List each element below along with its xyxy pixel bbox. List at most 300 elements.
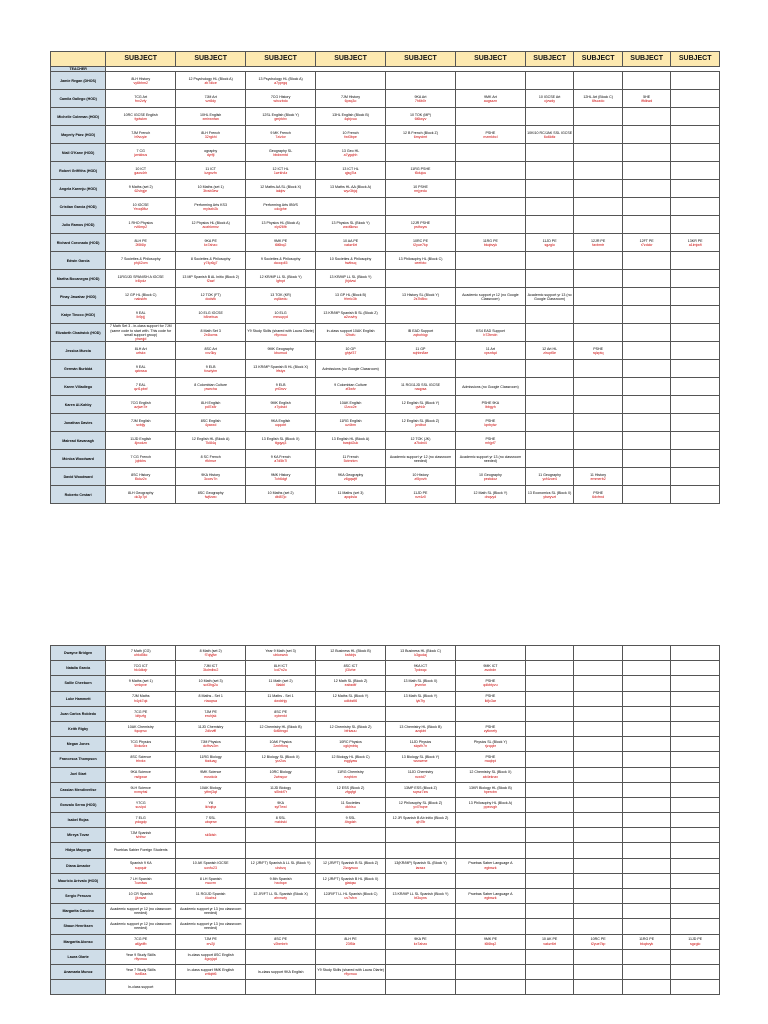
- class-cell[interactable]: [525, 252, 574, 270]
- class-cell[interactable]: [574, 797, 623, 812]
- class-cell[interactable]: [106, 721, 176, 736]
- class-cell[interactable]: [246, 904, 316, 919]
- class-cell[interactable]: [622, 661, 671, 676]
- class-cell[interactable]: [525, 414, 574, 432]
- class-cell[interactable]: [246, 288, 316, 306]
- class-cell[interactable]: [525, 162, 574, 180]
- class-cell[interactable]: [386, 126, 456, 144]
- class-cell[interactable]: [316, 691, 386, 706]
- class-cell[interactable]: [455, 414, 525, 432]
- class-cell[interactable]: [574, 432, 623, 450]
- class-cell[interactable]: [106, 949, 176, 964]
- class-cell[interactable]: [386, 108, 456, 126]
- class-cell[interactable]: [246, 234, 316, 252]
- class-cell[interactable]: [671, 126, 720, 144]
- class-cell[interactable]: [316, 324, 386, 342]
- class-cell[interactable]: [455, 721, 525, 736]
- class-cell[interactable]: [525, 234, 574, 252]
- class-cell[interactable]: [316, 360, 386, 378]
- class-cell[interactable]: [525, 691, 574, 706]
- class-cell[interactable]: [246, 378, 316, 396]
- class-cell[interactable]: [106, 828, 176, 843]
- class-cell[interactable]: [246, 964, 316, 979]
- class-cell[interactable]: [246, 767, 316, 782]
- class-cell[interactable]: [574, 72, 623, 90]
- class-cell[interactable]: [386, 828, 456, 843]
- class-cell[interactable]: [455, 949, 525, 964]
- class-cell[interactable]: [176, 108, 246, 126]
- class-cell[interactable]: [316, 767, 386, 782]
- class-cell[interactable]: [525, 288, 574, 306]
- class-cell[interactable]: [386, 378, 456, 396]
- class-cell[interactable]: [316, 180, 386, 198]
- class-cell[interactable]: [106, 919, 176, 934]
- class-cell[interactable]: [671, 252, 720, 270]
- class-cell[interactable]: [671, 342, 720, 360]
- class-cell[interactable]: [671, 873, 720, 888]
- class-cell[interactable]: [574, 342, 623, 360]
- class-cell[interactable]: [316, 904, 386, 919]
- class-cell[interactable]: [574, 904, 623, 919]
- class-cell[interactable]: [671, 813, 720, 828]
- class-cell[interactable]: [316, 782, 386, 797]
- class-cell[interactable]: [622, 767, 671, 782]
- class-cell[interactable]: [386, 342, 456, 360]
- class-cell[interactable]: [316, 72, 386, 90]
- class-cell[interactable]: [316, 873, 386, 888]
- class-cell[interactable]: [106, 468, 176, 486]
- class-cell[interactable]: [525, 90, 574, 108]
- class-cell[interactable]: [455, 691, 525, 706]
- class-cell[interactable]: [246, 934, 316, 949]
- class-cell[interactable]: [525, 486, 574, 504]
- class-cell[interactable]: [176, 72, 246, 90]
- class-cell[interactable]: [386, 486, 456, 504]
- class-cell[interactable]: [622, 486, 671, 504]
- class-cell[interactable]: [106, 306, 176, 324]
- class-cell[interactable]: [574, 949, 623, 964]
- class-cell[interactable]: [316, 661, 386, 676]
- class-cell[interactable]: [246, 752, 316, 767]
- class-cell[interactable]: [622, 858, 671, 873]
- class-cell[interactable]: [455, 752, 525, 767]
- class-cell[interactable]: [246, 126, 316, 144]
- class-cell[interactable]: [246, 706, 316, 721]
- class-cell[interactable]: [574, 360, 623, 378]
- class-cell[interactable]: [455, 144, 525, 162]
- class-cell[interactable]: [386, 468, 456, 486]
- class-cell[interactable]: [455, 450, 525, 468]
- class-cell[interactable]: [622, 843, 671, 858]
- class-cell[interactable]: [176, 691, 246, 706]
- class-cell[interactable]: [574, 858, 623, 873]
- class-cell[interactable]: [246, 873, 316, 888]
- class-cell[interactable]: [176, 288, 246, 306]
- class-cell[interactable]: [455, 432, 525, 450]
- class-cell[interactable]: [106, 646, 176, 661]
- class-cell[interactable]: [106, 843, 176, 858]
- class-cell[interactable]: [316, 432, 386, 450]
- class-cell[interactable]: [525, 767, 574, 782]
- class-cell[interactable]: [671, 964, 720, 979]
- class-cell[interactable]: [574, 706, 623, 721]
- class-cell[interactable]: [176, 889, 246, 904]
- class-cell[interactable]: [386, 752, 456, 767]
- class-cell[interactable]: [525, 889, 574, 904]
- class-cell[interactable]: [386, 934, 456, 949]
- class-cell[interactable]: [246, 72, 316, 90]
- class-cell[interactable]: [622, 706, 671, 721]
- class-cell[interactable]: [386, 767, 456, 782]
- class-cell[interactable]: [525, 468, 574, 486]
- class-cell[interactable]: [574, 396, 623, 414]
- class-cell[interactable]: [574, 216, 623, 234]
- class-cell[interactable]: [106, 904, 176, 919]
- class-cell[interactable]: [671, 108, 720, 126]
- class-cell[interactable]: [455, 661, 525, 676]
- class-cell[interactable]: [455, 324, 525, 342]
- class-cell[interactable]: [106, 126, 176, 144]
- class-cell[interactable]: [455, 378, 525, 396]
- class-cell[interactable]: [671, 90, 720, 108]
- class-cell[interactable]: [246, 691, 316, 706]
- class-cell[interactable]: [176, 252, 246, 270]
- class-cell[interactable]: [525, 270, 574, 288]
- class-cell[interactable]: [455, 396, 525, 414]
- class-cell[interactable]: [455, 797, 525, 812]
- class-cell[interactable]: [386, 90, 456, 108]
- class-cell[interactable]: [455, 813, 525, 828]
- class-cell[interactable]: [246, 432, 316, 450]
- class-cell[interactable]: [246, 198, 316, 216]
- class-cell[interactable]: [622, 721, 671, 736]
- class-cell[interactable]: [106, 162, 176, 180]
- class-cell[interactable]: [455, 486, 525, 504]
- class-cell[interactable]: [574, 198, 623, 216]
- class-cell[interactable]: [671, 180, 720, 198]
- class-cell[interactable]: [455, 964, 525, 979]
- class-cell[interactable]: [106, 752, 176, 767]
- class-cell[interactable]: [106, 198, 176, 216]
- class-cell[interactable]: [106, 706, 176, 721]
- class-cell[interactable]: [622, 889, 671, 904]
- class-cell[interactable]: [106, 378, 176, 396]
- class-cell[interactable]: [106, 324, 176, 342]
- class-cell[interactable]: [671, 198, 720, 216]
- class-cell[interactable]: [574, 782, 623, 797]
- class-cell[interactable]: [671, 661, 720, 676]
- class-cell[interactable]: [316, 270, 386, 288]
- class-cell[interactable]: [574, 813, 623, 828]
- class-cell[interactable]: [622, 646, 671, 661]
- class-cell[interactable]: [386, 180, 456, 198]
- class-cell[interactable]: [671, 737, 720, 752]
- class-cell[interactable]: [176, 180, 246, 198]
- class-cell[interactable]: [386, 216, 456, 234]
- class-cell[interactable]: [525, 752, 574, 767]
- class-cell[interactable]: [671, 216, 720, 234]
- class-cell[interactable]: [176, 782, 246, 797]
- class-cell[interactable]: [671, 288, 720, 306]
- class-cell[interactable]: [316, 828, 386, 843]
- class-cell[interactable]: [525, 72, 574, 90]
- class-cell[interactable]: [246, 949, 316, 964]
- class-cell[interactable]: [622, 360, 671, 378]
- class-cell[interactable]: [316, 288, 386, 306]
- class-cell[interactable]: [176, 964, 246, 979]
- class-cell[interactable]: [525, 306, 574, 324]
- class-cell[interactable]: [176, 858, 246, 873]
- class-cell[interactable]: [671, 782, 720, 797]
- class-cell[interactable]: [574, 450, 623, 468]
- class-cell[interactable]: [386, 432, 456, 450]
- class-cell[interactable]: [246, 306, 316, 324]
- class-cell[interactable]: [386, 144, 456, 162]
- class-cell[interactable]: [106, 873, 176, 888]
- class-cell[interactable]: [176, 90, 246, 108]
- class-cell[interactable]: [316, 162, 386, 180]
- class-cell[interactable]: [671, 468, 720, 486]
- class-cell[interactable]: [574, 90, 623, 108]
- class-cell[interactable]: [316, 378, 386, 396]
- class-cell[interactable]: [316, 797, 386, 812]
- class-cell[interactable]: [525, 980, 574, 995]
- class-cell[interactable]: [455, 828, 525, 843]
- class-cell[interactable]: [176, 414, 246, 432]
- class-cell[interactable]: [622, 144, 671, 162]
- class-cell[interactable]: [525, 676, 574, 691]
- class-cell[interactable]: [316, 414, 386, 432]
- class-cell[interactable]: [671, 934, 720, 949]
- class-cell[interactable]: [455, 162, 525, 180]
- class-cell[interactable]: [574, 767, 623, 782]
- class-cell[interactable]: [176, 752, 246, 767]
- class-cell[interactable]: [525, 342, 574, 360]
- class-cell[interactable]: [386, 919, 456, 934]
- class-cell[interactable]: [386, 797, 456, 812]
- class-cell[interactable]: [622, 737, 671, 752]
- class-cell[interactable]: [106, 486, 176, 504]
- class-cell[interactable]: [622, 980, 671, 995]
- class-cell[interactable]: [455, 126, 525, 144]
- class-cell[interactable]: [574, 721, 623, 736]
- class-cell[interactable]: [176, 324, 246, 342]
- class-cell[interactable]: [574, 252, 623, 270]
- class-cell[interactable]: [455, 360, 525, 378]
- class-cell[interactable]: [525, 661, 574, 676]
- class-cell[interactable]: [386, 813, 456, 828]
- class-cell[interactable]: [106, 414, 176, 432]
- class-cell[interactable]: [525, 706, 574, 721]
- class-cell[interactable]: [106, 144, 176, 162]
- class-cell[interactable]: [622, 676, 671, 691]
- class-cell[interactable]: [316, 144, 386, 162]
- class-cell[interactable]: [106, 934, 176, 949]
- class-cell[interactable]: [316, 486, 386, 504]
- class-cell[interactable]: [574, 980, 623, 995]
- class-cell[interactable]: [176, 904, 246, 919]
- class-cell[interactable]: [106, 691, 176, 706]
- class-cell[interactable]: [106, 980, 176, 995]
- class-cell[interactable]: [574, 270, 623, 288]
- class-cell[interactable]: [525, 828, 574, 843]
- class-cell[interactable]: [316, 949, 386, 964]
- class-cell[interactable]: [176, 767, 246, 782]
- class-cell[interactable]: [525, 646, 574, 661]
- class-cell[interactable]: [106, 964, 176, 979]
- class-cell[interactable]: [671, 767, 720, 782]
- class-cell[interactable]: [671, 676, 720, 691]
- class-cell[interactable]: [455, 767, 525, 782]
- class-cell[interactable]: [455, 843, 525, 858]
- class-cell[interactable]: [386, 889, 456, 904]
- class-cell[interactable]: [525, 813, 574, 828]
- class-cell[interactable]: [176, 646, 246, 661]
- class-cell[interactable]: [106, 72, 176, 90]
- class-cell[interactable]: [622, 324, 671, 342]
- class-cell[interactable]: [386, 691, 456, 706]
- class-cell[interactable]: [316, 646, 386, 661]
- class-cell[interactable]: [316, 90, 386, 108]
- class-cell[interactable]: [525, 432, 574, 450]
- class-cell[interactable]: [574, 414, 623, 432]
- class-cell[interactable]: [246, 980, 316, 995]
- class-cell[interactable]: [525, 126, 574, 144]
- class-cell[interactable]: [386, 198, 456, 216]
- class-cell[interactable]: [671, 646, 720, 661]
- class-cell[interactable]: [574, 108, 623, 126]
- class-cell[interactable]: [316, 252, 386, 270]
- class-cell[interactable]: [246, 889, 316, 904]
- class-cell[interactable]: [671, 691, 720, 706]
- class-cell[interactable]: [574, 964, 623, 979]
- class-cell[interactable]: [455, 90, 525, 108]
- class-cell[interactable]: [386, 324, 456, 342]
- class-cell[interactable]: [176, 919, 246, 934]
- class-cell[interactable]: [525, 180, 574, 198]
- class-cell[interactable]: [525, 949, 574, 964]
- class-cell[interactable]: [316, 396, 386, 414]
- class-cell[interactable]: [671, 904, 720, 919]
- class-cell[interactable]: [525, 858, 574, 873]
- class-cell[interactable]: [525, 797, 574, 812]
- class-cell[interactable]: [316, 858, 386, 873]
- class-cell[interactable]: [622, 198, 671, 216]
- class-cell[interactable]: [246, 843, 316, 858]
- class-cell[interactable]: [386, 252, 456, 270]
- class-cell[interactable]: [671, 486, 720, 504]
- class-cell[interactable]: [316, 234, 386, 252]
- class-cell[interactable]: [106, 782, 176, 797]
- class-cell[interactable]: [176, 706, 246, 721]
- class-cell[interactable]: [316, 721, 386, 736]
- class-cell[interactable]: [622, 414, 671, 432]
- class-cell[interactable]: [574, 661, 623, 676]
- class-cell[interactable]: [176, 378, 246, 396]
- class-cell[interactable]: [176, 360, 246, 378]
- class-cell[interactable]: [106, 360, 176, 378]
- class-cell[interactable]: [246, 144, 316, 162]
- class-cell[interactable]: [246, 216, 316, 234]
- class-cell[interactable]: [106, 234, 176, 252]
- class-cell[interactable]: [574, 676, 623, 691]
- class-cell[interactable]: [316, 934, 386, 949]
- class-cell[interactable]: [525, 360, 574, 378]
- class-cell[interactable]: [386, 676, 456, 691]
- class-cell[interactable]: [386, 737, 456, 752]
- class-cell[interactable]: [574, 324, 623, 342]
- class-cell[interactable]: [176, 270, 246, 288]
- class-cell[interactable]: [671, 270, 720, 288]
- class-cell[interactable]: [246, 646, 316, 661]
- class-cell[interactable]: [106, 676, 176, 691]
- class-cell[interactable]: [525, 324, 574, 342]
- class-cell[interactable]: [574, 378, 623, 396]
- class-cell[interactable]: [671, 752, 720, 767]
- class-cell[interactable]: [386, 306, 456, 324]
- class-cell[interactable]: [622, 342, 671, 360]
- class-cell[interactable]: [622, 216, 671, 234]
- class-cell[interactable]: [106, 216, 176, 234]
- class-cell[interactable]: [455, 782, 525, 797]
- class-cell[interactable]: [386, 721, 456, 736]
- class-cell[interactable]: [671, 396, 720, 414]
- class-cell[interactable]: [106, 108, 176, 126]
- class-cell[interactable]: [316, 198, 386, 216]
- class-cell[interactable]: [176, 126, 246, 144]
- class-cell[interactable]: [316, 108, 386, 126]
- class-cell[interactable]: [525, 108, 574, 126]
- class-cell[interactable]: [316, 450, 386, 468]
- class-cell[interactable]: [671, 450, 720, 468]
- class-cell[interactable]: [622, 782, 671, 797]
- class-cell[interactable]: [176, 949, 246, 964]
- class-cell[interactable]: [671, 414, 720, 432]
- class-cell[interactable]: [525, 873, 574, 888]
- class-cell[interactable]: [525, 964, 574, 979]
- class-cell[interactable]: [622, 691, 671, 706]
- class-cell[interactable]: [455, 873, 525, 888]
- class-cell[interactable]: [176, 813, 246, 828]
- class-cell[interactable]: [246, 450, 316, 468]
- class-cell[interactable]: [671, 706, 720, 721]
- class-cell[interactable]: [574, 162, 623, 180]
- class-cell[interactable]: [386, 270, 456, 288]
- class-cell[interactable]: [176, 468, 246, 486]
- class-cell[interactable]: [106, 270, 176, 288]
- class-cell[interactable]: [622, 904, 671, 919]
- class-cell[interactable]: [386, 360, 456, 378]
- class-cell[interactable]: [246, 162, 316, 180]
- class-cell[interactable]: [246, 90, 316, 108]
- class-cell[interactable]: [525, 782, 574, 797]
- class-cell[interactable]: [455, 934, 525, 949]
- class-cell[interactable]: [525, 919, 574, 934]
- class-cell[interactable]: [622, 270, 671, 288]
- class-cell[interactable]: [246, 414, 316, 432]
- class-cell[interactable]: [246, 782, 316, 797]
- class-cell[interactable]: [316, 980, 386, 995]
- class-cell[interactable]: [671, 162, 720, 180]
- class-cell[interactable]: [671, 432, 720, 450]
- class-cell[interactable]: [671, 324, 720, 342]
- class-cell[interactable]: [176, 450, 246, 468]
- class-cell[interactable]: [176, 828, 246, 843]
- class-cell[interactable]: [386, 72, 456, 90]
- class-cell[interactable]: [176, 676, 246, 691]
- class-cell[interactable]: [246, 360, 316, 378]
- class-cell[interactable]: [622, 180, 671, 198]
